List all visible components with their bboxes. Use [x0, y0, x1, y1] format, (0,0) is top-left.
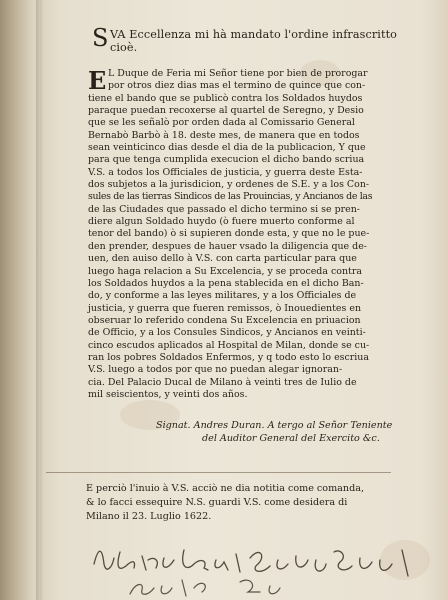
body-line: uen, den auiso dello à V.S. con carta particular para que: [88, 253, 357, 265]
intro-line-2: cioè.: [110, 41, 138, 54]
intro-line-1: VA Eccellenza mi hà mandato l'ordine infrascritto: [110, 28, 398, 41]
body-line: sean veinticinco dias desde el dia de la publicacion, Y que: [88, 142, 366, 154]
printed-page: [52, 14, 444, 445]
body-line: que se les señalò por orden dada al Comissario General: [88, 117, 355, 129]
body-line: mil seiscientos, y veinti dos años.: [88, 388, 248, 400]
body-line: luego haga relacion a Su Excelencia, y se proceda contra: [88, 265, 362, 277]
binding-gutter: [0, 0, 40, 600]
body-line: Bernabò Barbò à 18. deste mes, de manera que en todos: [88, 129, 360, 141]
body-line: do, y conforme a las leyes militares, y a los Officiales de: [88, 290, 357, 302]
body-line: justicia, y guerra que fueren remissos, ò Inouedientes en: [88, 302, 362, 314]
body-line: dos subjetos a la jurisdicion, y ordenes de S.E. y a los Con-: [88, 179, 370, 191]
body-line: de Officio, y a los Consules Sindicos, y Ancianos en veinti-: [88, 327, 366, 339]
section-divider: [46, 472, 391, 473]
signature-line-1: Signat. Andres Duran. A tergo al Señor Teniente: [156, 420, 393, 432]
decree-body: [88, 68, 443, 401]
italian-postscript: [86, 482, 441, 524]
body-line: cinco escudos aplicados al Hospital de Milan, donde se cu-: [88, 339, 370, 351]
intro-paragraph: [92, 24, 410, 54]
body-line: den prender, despues de hauer vsado la diligencia que de-: [88, 240, 367, 252]
binding-shadow: [36, 0, 44, 600]
body-initial: E: [88, 66, 107, 95]
postscript-line: & lo facci essequire N.S. guardi V.S. come desidera di: [86, 497, 348, 508]
handwritten-annotation: [90, 530, 448, 600]
body-line: L Duque de Feria mi Señor tiene por bien de prorogar: [108, 68, 368, 79]
postscript-line: E perciò l'inuio à V.S. acciò ne dia notitia come comanda,: [86, 483, 364, 494]
signature-line-2: del Auditor General del Exercito &c.: [202, 433, 380, 445]
body-line: paraque puedan recoxerse al quartel de Seregno, y Desio: [88, 105, 364, 117]
body-line: tenor del bando) ò si supieren donde esta, y que no le pue-: [88, 228, 370, 240]
body-line: ran los pobres Soldados Enfermos, y q todo esto lo escriua: [88, 351, 370, 363]
body-line: V.S. a todos los Officiales de justicia, y guerra deste Esta-: [88, 166, 363, 178]
body-line: tiene el bando que se publicò contra los Soldados huydos: [88, 92, 363, 104]
body-line: de las Ciudades que passado el dicho termino si se pren-: [88, 203, 360, 215]
signature-block: [156, 419, 444, 445]
body-line: por otros diez dias mas el termino de quince que con-: [108, 80, 366, 92]
body-line: para que tenga cumplida execucion el dicho bando scriua: [88, 154, 365, 166]
intro-initial: S: [92, 24, 109, 52]
body-line: sules de las tierras Sindicos de las Prouincias, y Ancianos de las: [88, 191, 373, 203]
body-line: V.S. luego a todos por que no puedan alegar ignoran-: [88, 364, 343, 376]
postscript-line: Milano il 23. Luglio 1622.: [86, 511, 212, 522]
body-line: diere algun Soldado huydo (ò fuere muerto conforme al: [88, 216, 355, 228]
body-line: obseruar lo referido condena Su Excelencia en priuacion: [88, 314, 361, 326]
body-line: cia. Del Palacio Ducal de Milano à veinti tres de Iulio de: [88, 376, 357, 388]
body-line: los Soldados huydos a la pena stablecida en el dicho Ban-: [88, 277, 364, 289]
